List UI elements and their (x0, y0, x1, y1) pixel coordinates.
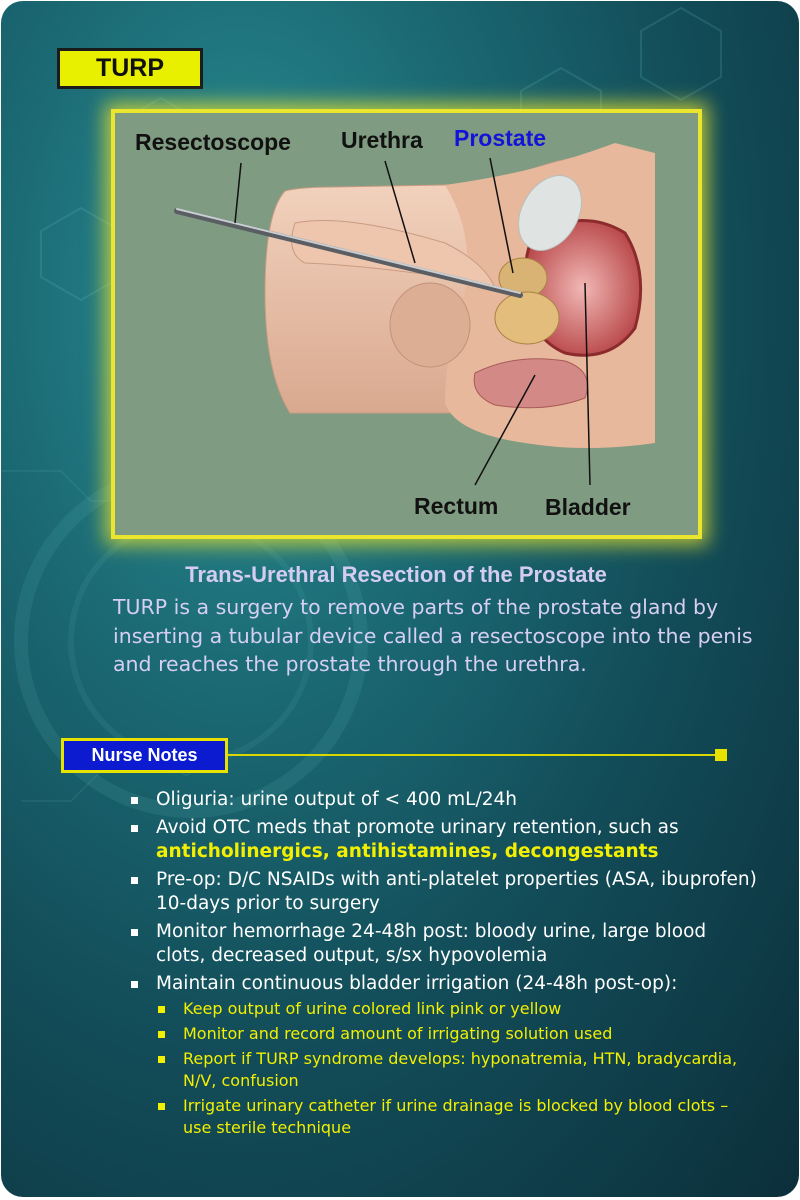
label-urethra: Urethra (341, 127, 423, 153)
label-rectum: Rectum (414, 493, 499, 519)
irrigation-sublist (156, 998, 759, 1139)
label-resectoscope: Resectoscope (135, 129, 291, 155)
highlighted-drug-classes: anticholinergics, antihistamines, decongestants (156, 841, 659, 862)
page-title: TURP (57, 48, 203, 89)
notes-divider-end-square (715, 749, 727, 761)
list-item: Pre-op: D/C NSAIDs with anti-platelet properties (ASA, ibuprofen) 10-days prior to surgery (129, 868, 759, 916)
sub-list-item: Keep output of urine colored link pink or yellow (156, 998, 759, 1020)
turp-anatomy-illustration (115, 113, 698, 535)
description-paragraph: TURP is a surgery to remove parts of the prostate gland by inserting a tubular device called a resectoscope into the penis and reaches the prostate through the urethra. (113, 595, 753, 676)
sub-list-item: Irrigate urinary catheter if urine drainage is blocked by blood clots – use sterile technique (156, 1095, 759, 1139)
anatomy-figure (111, 109, 702, 539)
list-item: Maintain continuous bladder irrigation (24-48h post-op): Keep output of urine colored link pink or yellow Monitor and record amount of irrigating solution used Report if TURP syndrome develops: hyponatremia, HTN, bradycardia, N/V, confusion Irrigate urinary catheter if urine drainage is blocked by blood clots – use sterile technique (129, 972, 759, 1139)
nurse-notes-heading: Nurse Notes (61, 738, 228, 773)
notes-divider-line (228, 754, 718, 756)
sub-list-item: Report if TURP syndrome develops: hyponatremia, HTN, bradycardia, N/V, confusion (156, 1048, 759, 1092)
card-background (1, 1, 799, 1197)
label-prostate: Prostate (454, 125, 547, 151)
list-item: Avoid OTC meds that promote urinary retention, such as anticholinergics, antihistamines, decongestants (129, 816, 759, 864)
list-item: Oliguria: urine output of < 400 mL/24h (129, 788, 759, 812)
sub-list-item: Monitor and record amount of irrigating solution used (156, 1023, 759, 1045)
nurse-notes-list (129, 788, 759, 1143)
label-bladder: Bladder (545, 494, 631, 520)
list-item: Monitor hemorrhage 24-48h post: bloody urine, large blood clots, decreased output, s/sx hypovolemia (129, 920, 759, 968)
figure-subtitle: Trans-Urethral Resection of the Prostate (185, 562, 607, 587)
